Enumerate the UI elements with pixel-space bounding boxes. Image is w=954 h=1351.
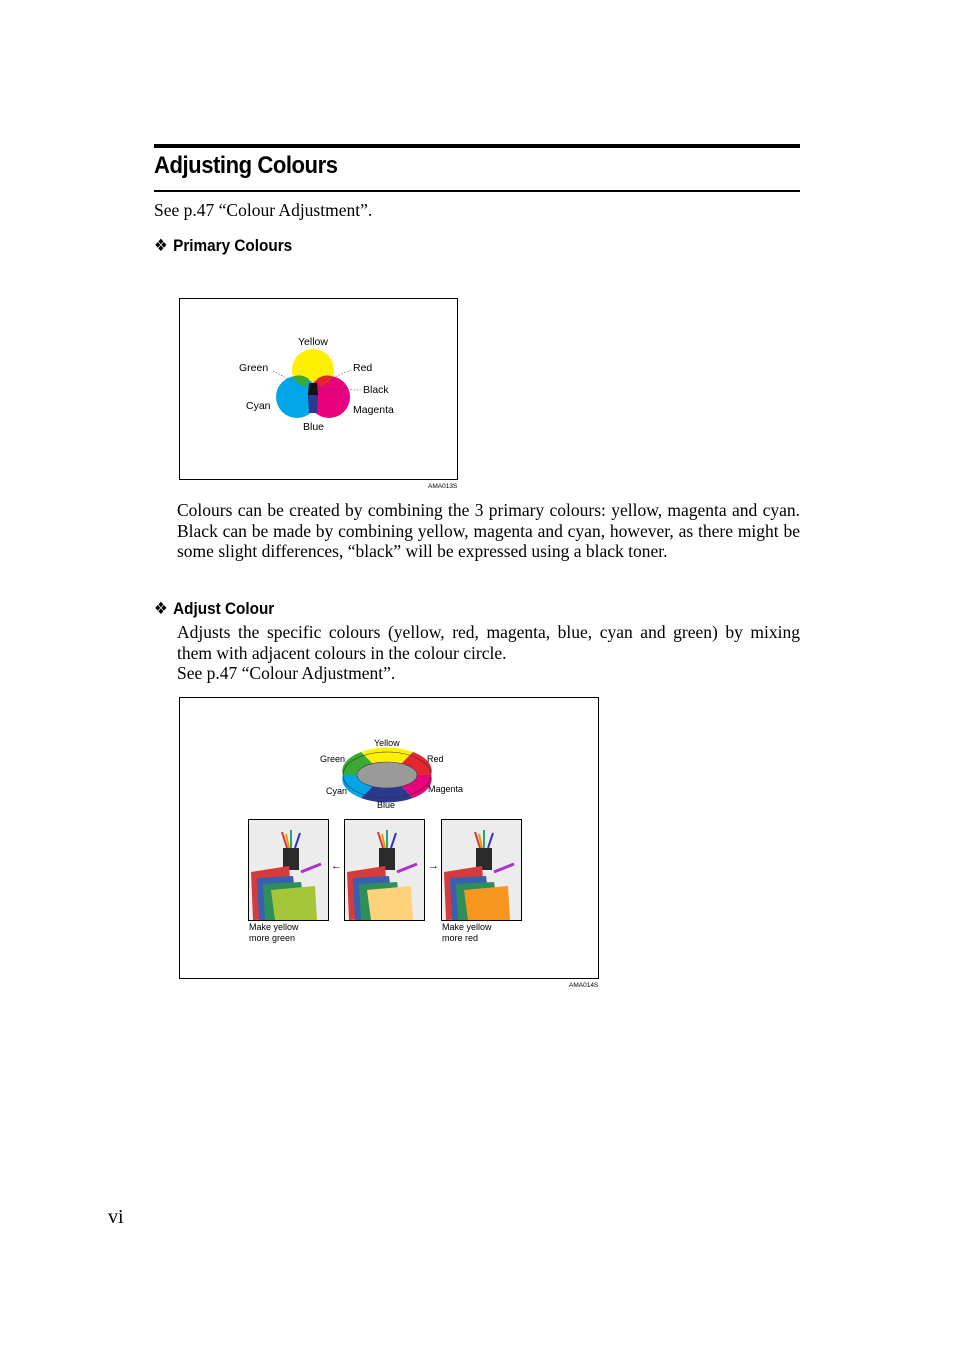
primary-colours-figure: [179, 298, 458, 480]
title-top-rule: [154, 144, 800, 148]
adjust-colour-figure: [179, 697, 599, 979]
primary-colours-paragraph: Colours can be created by combining the 3 primary colours: yellow, magenta and cyan. Black can be made by combining yellow, magenta and cyan, however, as there might be some slight differences, “black” will be expressed using a black toner.: [177, 500, 800, 561]
see-reference: See p.47 “Colour Adjustment”.: [154, 200, 373, 220]
label-green: Green: [239, 362, 269, 374]
adjust-colour-paragraph: Adjusts the specific colours (yellow, red, magenta, blue, cyan and green) by mixing them with adjacent colours in the colour circle.: [177, 622, 800, 663]
ring-label-blue: Blue: [377, 800, 396, 810]
photo-original-drawing: [345, 820, 424, 920]
page-title: Adjusting Colours: [154, 152, 338, 179]
photo-original: [344, 819, 425, 921]
caption-more-green: [249, 922, 299, 944]
diamond-bullet-icon: ❖: [154, 599, 168, 618]
adjust-see-reference: See p.47 “Colour Adjustment”.: [177, 663, 396, 683]
ring-label-yellow: Yellow: [374, 738, 400, 748]
photo-more-red: [441, 819, 522, 921]
primary-colours-heading: [154, 236, 292, 256]
photo-more-red-drawing: [442, 820, 521, 920]
label-cyan: Cyan: [246, 400, 271, 412]
ring-label-cyan: Cyan: [326, 786, 348, 796]
caption-more-red-line1: Make yellow: [442, 922, 492, 932]
figure-code-1: AMA013S: [428, 483, 458, 490]
primary-colours-diagram: [180, 299, 457, 479]
caption-more-red-line2: more red: [442, 933, 479, 943]
label-black: Black: [363, 384, 389, 396]
blue-overlap: [308, 395, 318, 413]
photo-more-green: [248, 819, 329, 921]
label-yellow: Yellow: [298, 336, 328, 348]
label-red: Red: [353, 362, 373, 374]
page-number: vi: [108, 1206, 124, 1228]
title-bottom-rule: [154, 190, 800, 192]
primary-colours-heading-text: Primary Colours: [173, 236, 293, 255]
arrow-right-icon: →: [428, 860, 439, 872]
label-magenta: Magenta: [353, 404, 394, 416]
ring-label-green: Green: [320, 754, 346, 764]
caption-more-red: [442, 922, 492, 944]
figure-code-2: AMA014S: [569, 982, 599, 989]
label-blue: Blue: [303, 421, 325, 433]
adjust-colour-heading: [154, 599, 274, 619]
ring-label-red: Red: [427, 754, 444, 764]
diamond-bullet-icon: ❖: [154, 236, 168, 255]
adjust-colour-heading-text: Adjust Colour: [173, 599, 275, 618]
arrow-left-icon: ←: [331, 860, 342, 872]
photo-more-green-drawing: [249, 820, 328, 920]
caption-more-green-line2: more green: [249, 933, 296, 943]
ring-label-magenta: Magenta: [428, 784, 464, 794]
caption-more-green-line1: Make yellow: [249, 922, 299, 932]
black-overlap: [308, 383, 318, 395]
